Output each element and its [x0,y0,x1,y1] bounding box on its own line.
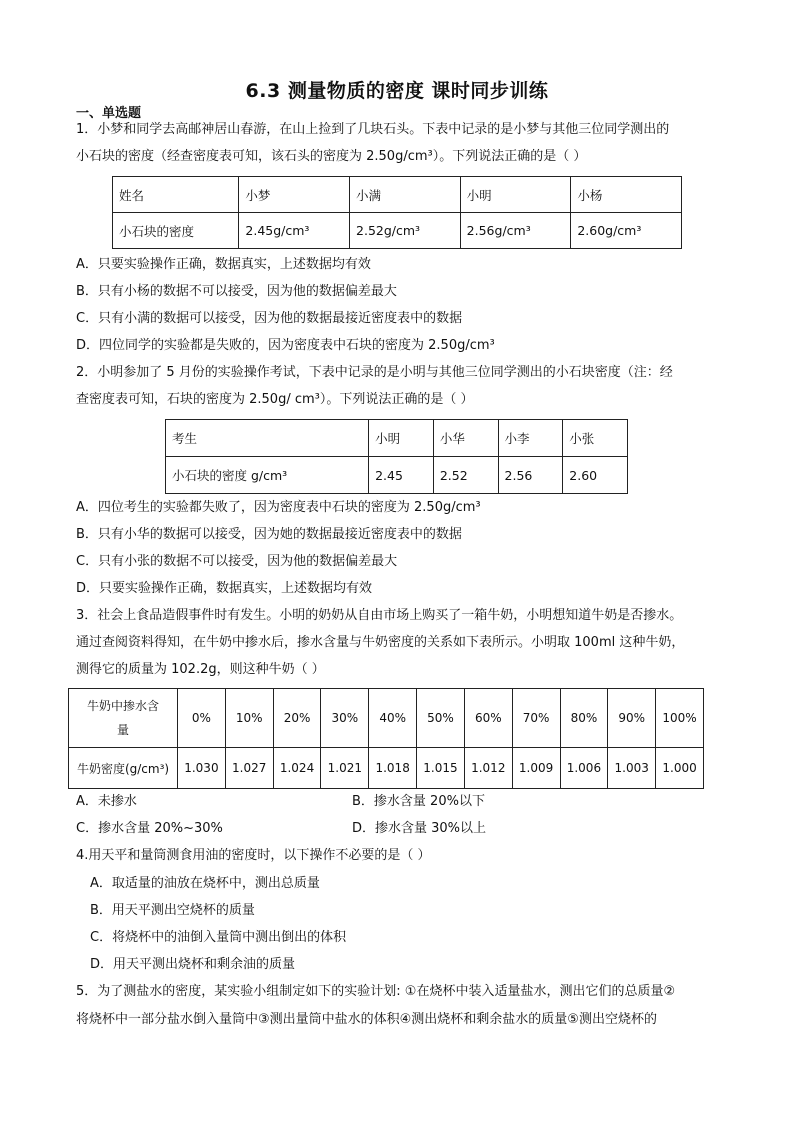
q1-table [112,176,682,249]
q4-option-c: C．将烧杯中的油倒入量筒中测出倒出的体积 [90,930,347,945]
q2-cell: 小张 [563,420,628,457]
q3-option-a: A．未掺水 [76,794,137,809]
q1-option-d: D．四位同学的实验都是失败的，因为密度表中石块的密度为 2.50g/cm³ [76,338,495,353]
q3-percent-cell: 80% [560,689,608,748]
q3-density-cell: 1.018 [369,748,417,789]
q2-cell: 小李 [498,420,563,457]
q1-cell: 姓名 [113,177,239,213]
q3-percent-cell: 40% [369,689,417,748]
q3-density-cell: 1.012 [464,748,512,789]
q5-stem-line1: 5．为了测盐水的密度，某实验小组制定如下的实验计划: ①在烧杯中装入适量盐水，测出它们的总质量② [76,984,676,999]
q3-density-cell: 1.027 [225,748,273,789]
q2-cell: 小华 [433,420,498,457]
q2-cell: 小明 [369,420,434,457]
q3-option-b: B．掺水含量 20%以下 [352,794,485,809]
q3-percent-cell: 70% [512,689,560,748]
q3-percent-cell: 90% [608,689,656,748]
q1-cell: 2.60g/cm³ [571,213,682,249]
q3-percent-cell: 50% [417,689,465,748]
q2-option-b: B．只有小华的数据可以接受，因为她的数据最接近密度表中的数据 [76,527,462,542]
q2-option-a: A．四位考生的实验都失败了，因为密度表中石块的密度为 2.50g/cm³ [76,500,481,515]
q2-cell: 2.56 [498,457,563,494]
q3-percent-cell: 100% [656,689,704,748]
q3-density-cell: 1.021 [321,748,369,789]
q1-cell: 2.45g/cm³ [239,213,350,249]
q3-header-line2: 量 [116,723,129,737]
q4-stem: 4.用天平和量筒测食用油的密度时，以下操作不必要的是（ ） [76,848,431,863]
q2-cell: 2.45 [369,457,434,494]
q2-cell: 小石块的密度 g/cm³ [166,457,369,494]
q3-percent-cell: 0% [178,689,226,748]
q1-stem-line1: 1．小梦和同学去高邮神居山春游，在山上捡到了几块石头。下表中记录的是小梦与其他三位同学测出的 [76,122,670,137]
q3-density-cell: 1.003 [608,748,656,789]
q3-percent-cell: 10% [225,689,273,748]
q3-density-cell: 1.009 [512,748,560,789]
q1-option-b: B．只有小杨的数据不可以接受，因为他的数据偏差最大 [76,284,397,299]
q3-table [68,688,704,789]
q4-option-a: A．取适量的油放在烧杯中，测出总质量 [90,876,320,891]
q1-cell: 2.52g/cm³ [350,213,461,249]
q3-header-line1: 牛奶中掺水含 [86,699,159,713]
q1-cell: 小满 [350,177,461,213]
q3-density-cell: 1.024 [273,748,321,789]
q2-cell: 2.52 [433,457,498,494]
q4-option-d: D．用天平测出烧杯和剩余油的质量 [90,957,296,972]
page-title: 6.3 测量物质的密度 课时同步训练 [245,80,549,102]
section-heading: 一、单选题 [76,106,142,121]
q3-density-label: 牛奶密度(g/cm³) [69,748,178,789]
q3-density-cell: 1.000 [656,748,704,789]
q2-cell: 考生 [166,420,369,457]
q3-density-cell: 1.015 [417,748,465,789]
q3-stem-line1: 3．社会上食品造假事件时有发生。小明的奶奶从自由市场上购买了一箱牛奶，小明想知道牛奶是否掺水。 [76,608,683,623]
q3-density-cell: 1.006 [560,748,608,789]
q1-option-a: A．只要实验操作正确，数据真实，上述数据均有效 [76,257,371,272]
q2-table [165,419,628,494]
q1-cell: 小石块的密度 [113,213,239,249]
q3-header-cell [69,689,178,748]
q1-stem-line2: 小石块的密度（经查密度表可知，该石头的密度为 2.50g/cm³）。下列说法正确的是（ ） [76,149,587,164]
q3-stem-line2: 通过查阅资料得知，在牛奶中掺水后，掺水含量与牛奶密度的关系如下表所示。小明取 100ml 这种牛奶， [76,635,685,650]
q3-percent-cell: 30% [321,689,369,748]
q1-cell: 小梦 [239,177,350,213]
q1-cell: 小杨 [571,177,682,213]
q3-density-cell: 1.030 [178,748,226,789]
q2-cell: 2.60 [563,457,628,494]
q3-percent-cell: 60% [464,689,512,748]
q3-stem-line3: 测得它的质量为 102.2g，则这种牛奶（ ） [76,662,325,677]
q5-stem-line2: 将烧杯中一部分盐水倒入量筒中③测出量筒中盐水的体积④测出烧杯和剩余盐水的质量⑤测出空烧杯的 [76,1012,657,1027]
q1-option-c: C．只有小满的数据可以接受，因为他的数据最接近密度表中的数据 [76,311,463,326]
q2-option-d: D．只要实验操作正确，数据真实，上述数据均有效 [76,581,373,596]
q3-option-d: D．掺水含量 30%以上 [352,821,487,836]
q4-option-b: B．用天平测出空烧杯的质量 [90,903,255,918]
q3-option-c: C．掺水含量 20%~30% [76,821,223,836]
q3-percent-cell: 20% [273,689,321,748]
q2-option-c: C．只有小张的数据不可以接受，因为他的数据偏差最大 [76,554,398,569]
q1-cell: 小明 [460,177,571,213]
q2-stem-line1: 2．小明参加了 5 月份的实验操作考试，下表中记录的是小明与其他三位同学测出的小石块密度（注：经 [76,365,673,380]
q2-stem-line2: 查密度表可知，石块的密度为 2.50g/ cm³）。下列说法正确的是（ ） [76,392,474,407]
q1-cell: 2.56g/cm³ [460,213,571,249]
